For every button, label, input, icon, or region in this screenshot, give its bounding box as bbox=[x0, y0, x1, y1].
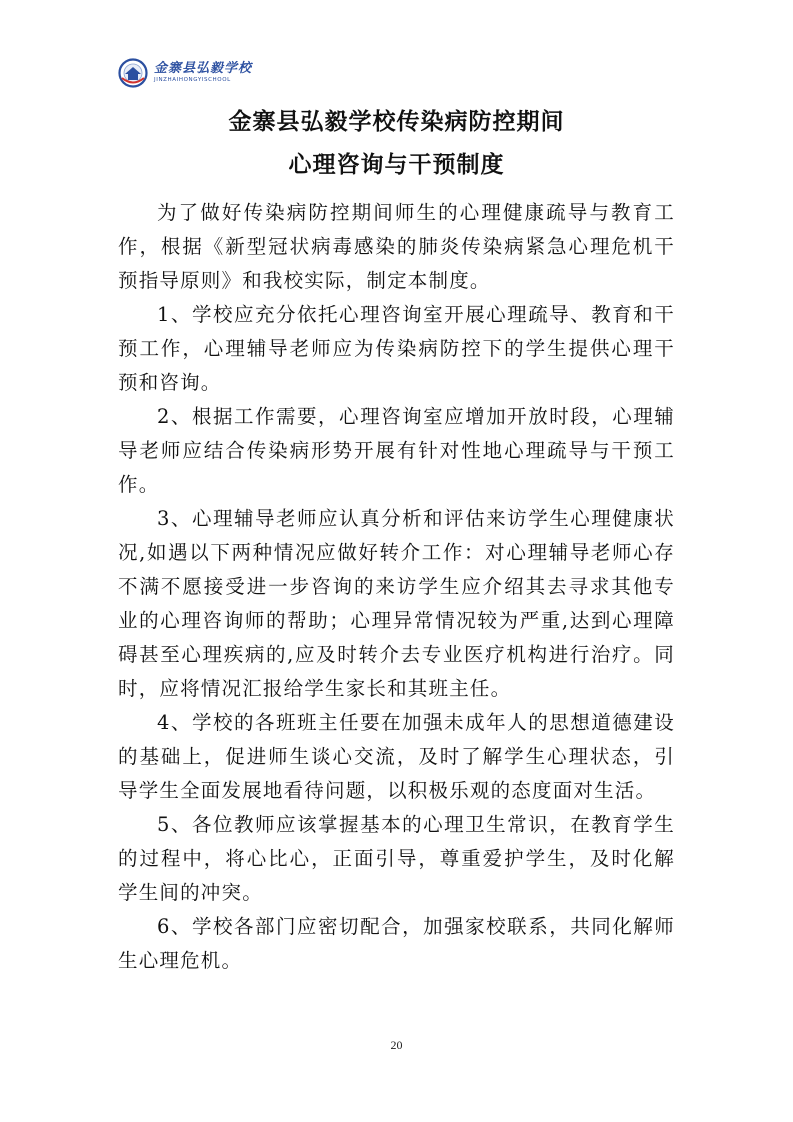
school-logo bbox=[118, 55, 252, 91]
paragraph-item-4: 4、学校的各班班主任要在加强未成年人的思想道德建设的基础上，促进师生谈心交流，及时了解学生心理状态，引导学生全面发展地看待问题，以积极乐观的态度面对生活。 bbox=[118, 711, 675, 802]
document-title-line-2: 心理咨询与干预制度 bbox=[288, 151, 505, 178]
logo-school-name-en: JINZHAIHONGYISCHOOL bbox=[154, 77, 231, 84]
school-emblem-icon bbox=[118, 58, 148, 88]
document-title-line-1: 金寨县弘毅学校传染病防控期间 bbox=[228, 108, 565, 135]
paragraph-item-3: 3、心理辅导老师应认真分析和评估来访学生心理健康状况,如遇以下两种情况应做好转介工作：对心理辅导老师心存不满不愿接受进一步咨询的来访学生应介绍其去寻求其他专业的心理咨询师的帮助；心理异常情况较为严重,达到心理障碍甚至心理疾病的,应及时转介去专业医疗机构进行治疗。同时，应将情况汇报给学生家长和其班主任。 bbox=[118, 507, 675, 700]
paragraph-intro: 为了做好传染病防控期间师生的心理健康疏导与教育工作，根据《新型冠状病毒感染的肺炎传染病紧急心理危机干预指导原则》和我校实际，制定本制度。 bbox=[118, 201, 675, 292]
paragraph-item-2: 2、根据工作需要，心理咨询室应增加开放时段，心理辅导老师应结合传染病形势开展有针对性地心理疏导与干预工作。 bbox=[118, 405, 675, 496]
paragraph-item-1: 1、学校应充分依托心理咨询室开展心理疏导、教育和干预工作，心理辅导老师应为传染病防控下的学生提供心理干预和咨询。 bbox=[118, 303, 675, 394]
document-body bbox=[118, 196, 675, 978]
logo-school-name: 金寨县弘毅学校 bbox=[154, 61, 253, 77]
page-number: 20 bbox=[390, 1038, 403, 1052]
paragraph-item-6: 6、学校各部门应密切配合，加强家校联系，共同化解师生心理危机。 bbox=[118, 915, 675, 972]
paragraph-item-5: 5、各位教师应该掌握基本的心理卫生常识，在教育学生的过程中，将心比心，正面引导，尊重爱护学生，及时化解学生间的冲突。 bbox=[118, 813, 675, 904]
